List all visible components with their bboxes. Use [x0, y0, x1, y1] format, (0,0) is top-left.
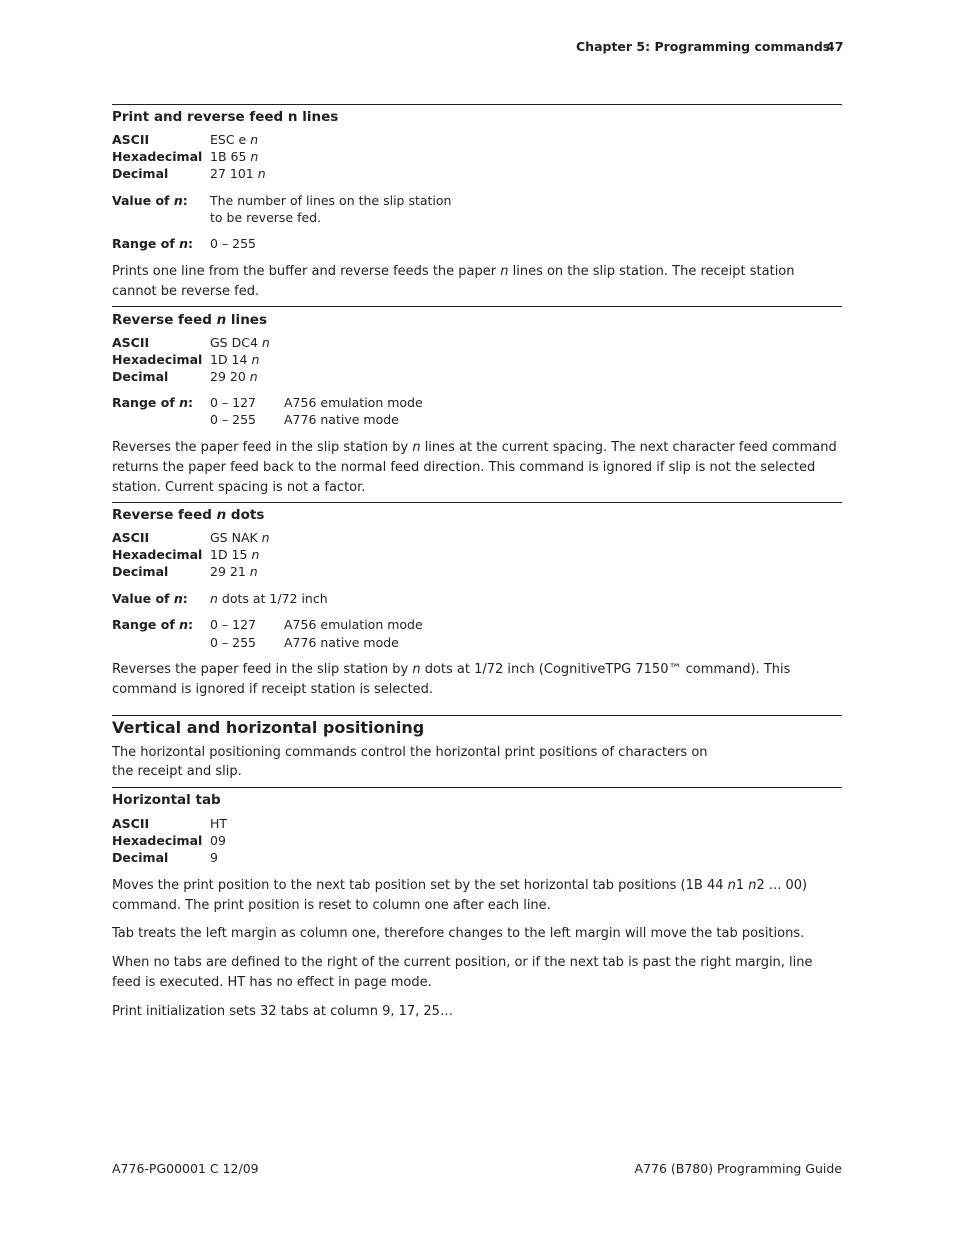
dec-value: 29 21 n [210, 564, 258, 579]
section-intro-line1: The horizontal positioning commands control the horizontal print positions of characters on [112, 745, 708, 760]
hex-value: 1D 15 n [210, 547, 260, 562]
dec-value: 29 20 n [210, 369, 258, 384]
ascii-label: ASCII [112, 816, 150, 831]
range-value-1: 0 – 127 [210, 395, 257, 410]
range-value-2: 0 – 255 [210, 635, 257, 650]
value-label: Value of n: [112, 193, 188, 208]
tab-init-note: Print initialization sets 32 tabs at column 9, 17, 25… [112, 1004, 453, 1019]
range-label: Range of n: [112, 236, 194, 251]
hex-label: Hexadecimal [112, 833, 203, 848]
section-divider [112, 306, 842, 307]
section-divider [112, 104, 842, 105]
dec-label: Decimal [112, 369, 169, 384]
footer-doc-id: A776-PG00001 C 12/09 [112, 1161, 259, 1176]
range-mode-1: A756 emulation mode [284, 617, 423, 632]
tab-margin-note: Tab treats the left margin as column one, therefore changes to the left margin will move the tab positions. [112, 926, 805, 941]
range-mode-2: A776 native mode [284, 635, 399, 650]
footer-guide-title: A776 (B780) Programming Guide [634, 1161, 842, 1176]
range-value-1: 0 – 127 [210, 617, 257, 632]
range-label: Range of n: [112, 617, 194, 632]
chapter-header: Chapter 5: Programming commands [576, 39, 831, 54]
value-label: Value of n: [112, 591, 188, 606]
hex-value: 1D 14 n [210, 352, 260, 367]
hex-label: Hexadecimal [112, 547, 203, 562]
ascii-value: HT [210, 816, 228, 831]
command-title: Reverse feed n lines [112, 312, 267, 328]
ascii-value: ESC e n [210, 132, 259, 147]
command-title: Print and reverse feed n lines [112, 109, 339, 125]
command-description: Moves the print position to the next tab position set by the set horizontal tab positions (1B 44 n1 n2 ... 00) command. The print position is reset to column one after each line. [112, 878, 808, 913]
range-label: Range of n: [112, 395, 194, 410]
hex-label: Hexadecimal [112, 352, 203, 367]
command-title: Horizontal tab [112, 792, 221, 808]
dec-label: Decimal [112, 850, 169, 865]
section-heading: Vertical and horizontal positioning [112, 718, 425, 737]
section-divider [112, 715, 842, 716]
section-intro-line2: the receipt and slip. [112, 764, 242, 779]
range-mode-2: A776 native mode [284, 412, 399, 427]
command-description: Reverses the paper feed in the slip station by n dots at 1/72 inch (CognitiveTPG 7150™ command). This command is ignored if receipt station is selected. [112, 662, 791, 697]
range-value-2: 0 – 255 [210, 412, 257, 427]
command-description: Prints one line from the buffer and reverse feeds the paper n lines on the slip station. The receipt station cannot be reverse fed. [112, 264, 795, 299]
ascii-value: GS NAK n [210, 530, 270, 545]
ascii-label: ASCII [112, 530, 150, 545]
hex-value: 1B 65 n [210, 149, 259, 164]
command-description: Reverses the paper feed in the slip station by n lines at the current spacing. The next character feed command returns the paper feed back to the normal feed direction. This command is ignored if slip is not the selected station. Current spacing is not a factor. [112, 440, 837, 495]
hex-value: 09 [210, 833, 226, 848]
tab-linefeed-note: When no tabs are defined to the right of the current position, or if the next tab is past the right margin, line feed is executed. HT has no effect in page mode. [112, 955, 813, 990]
ascii-label: ASCII [112, 132, 150, 147]
section-divider [112, 502, 842, 503]
range-value: 0 – 255 [210, 236, 257, 251]
dec-label: Decimal [112, 166, 169, 181]
ascii-label: ASCII [112, 335, 150, 350]
value-desc-line1: The number of lines on the slip station [210, 193, 452, 208]
section-divider [112, 787, 842, 788]
dec-value: 9 [210, 850, 218, 865]
value-desc: n dots at 1/72 inch [210, 591, 328, 606]
command-title: Reverse feed n dots [112, 507, 265, 523]
ascii-value: GS DC4 n [210, 335, 270, 350]
value-desc-line2: to be reverse fed. [210, 210, 322, 225]
dec-label: Decimal [112, 564, 169, 579]
hex-label: Hexadecimal [112, 149, 203, 164]
page-number: 47 [826, 39, 844, 54]
dec-value: 27 101 n [210, 166, 266, 181]
range-mode-1: A756 emulation mode [284, 395, 423, 410]
